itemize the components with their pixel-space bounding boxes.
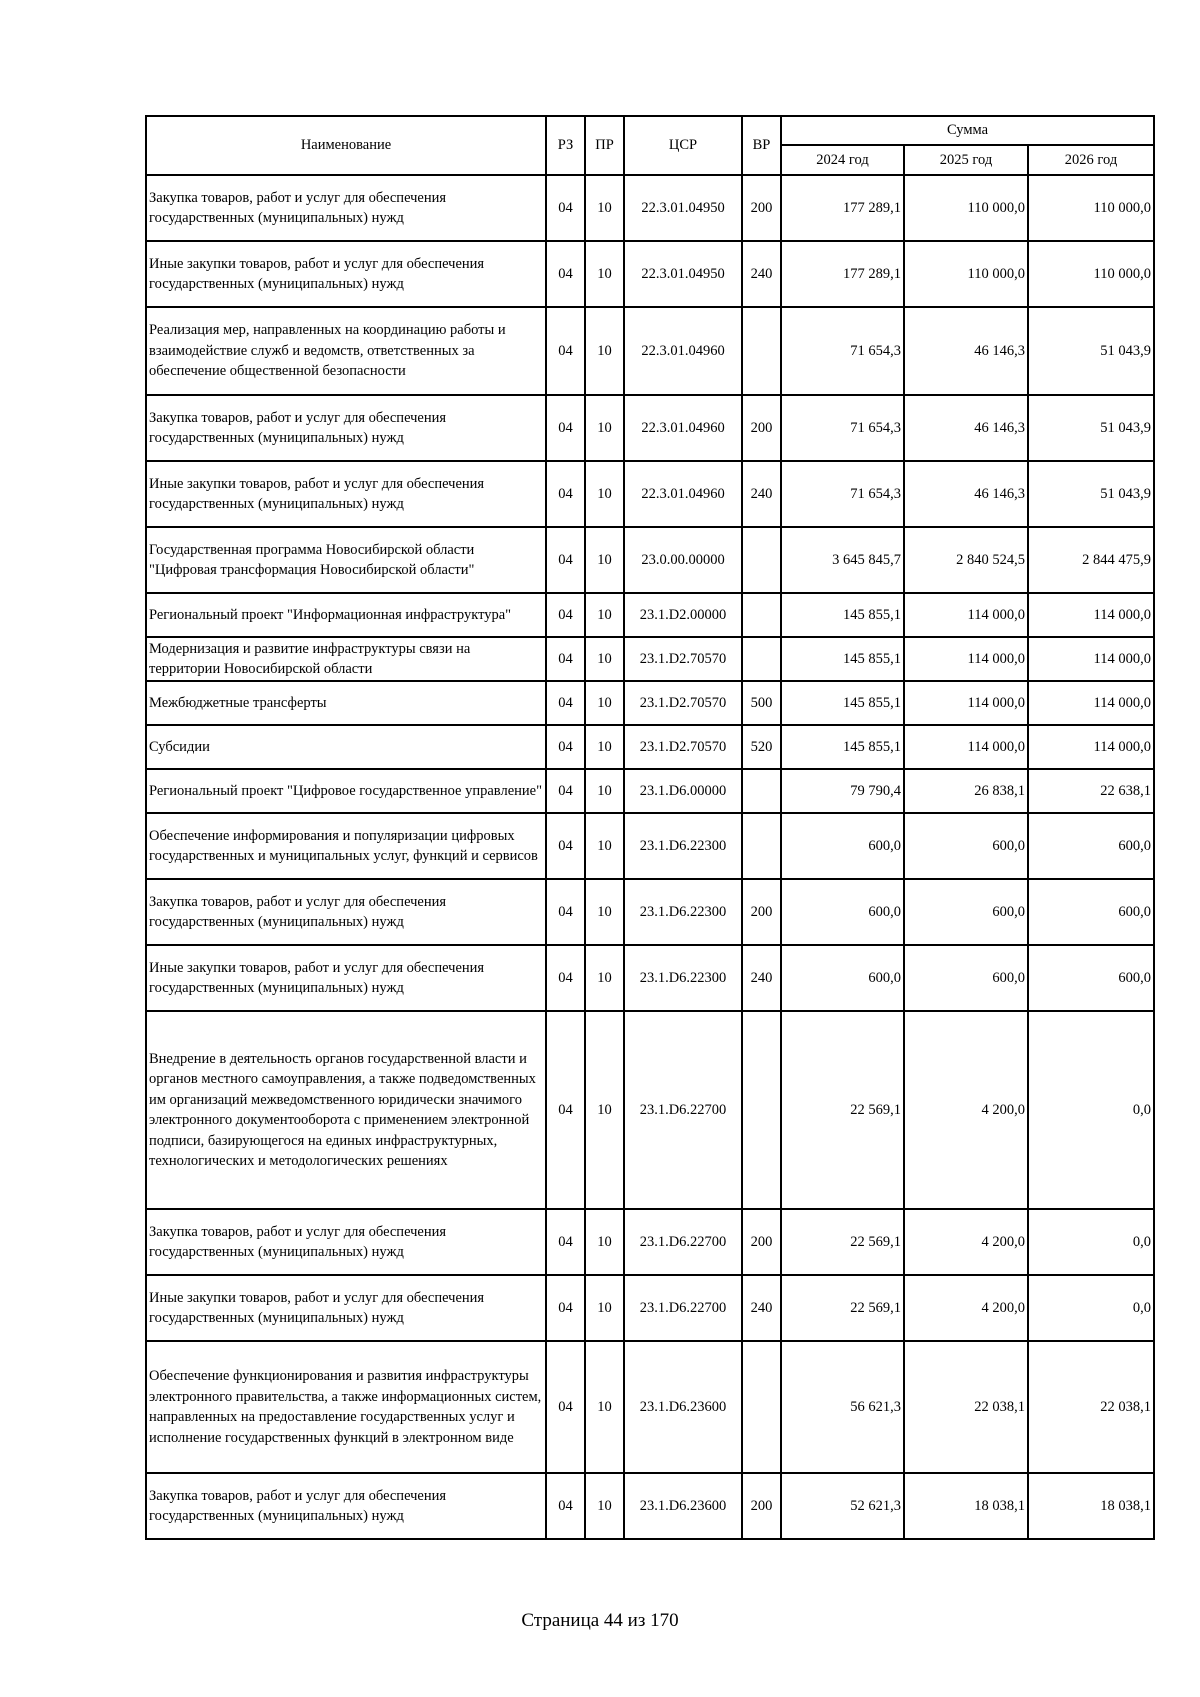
cell-pr: 10 xyxy=(585,175,624,241)
cell-csr: 23.1.D6.00000 xyxy=(624,769,742,813)
cell-csr: 23.1.D6.22700 xyxy=(624,1209,742,1275)
cell-2025: 2 840 524,5 xyxy=(904,527,1028,593)
cell-2026: 0,0 xyxy=(1028,1275,1154,1341)
budget-table xyxy=(145,115,1155,1540)
cell-csr: 23.1.D6.22300 xyxy=(624,813,742,879)
cell-pr: 10 xyxy=(585,681,624,725)
cell-2025: 110 000,0 xyxy=(904,175,1028,241)
table-row xyxy=(146,527,1154,593)
cell-2026: 0,0 xyxy=(1028,1011,1154,1209)
cell-2026: 22 038,1 xyxy=(1028,1341,1154,1473)
table-row xyxy=(146,175,1154,241)
table-row xyxy=(146,461,1154,527)
cell-name: Закупка товаров, работ и услуг для обеспечения государственных (муниципальных) нужд xyxy=(146,879,546,945)
cell-2026: 51 043,9 xyxy=(1028,461,1154,527)
cell-2025: 18 038,1 xyxy=(904,1473,1028,1539)
cell-csr: 23.1.D2.70570 xyxy=(624,681,742,725)
cell-name: Модернизация и развитие инфраструктуры связи на территории Новосибирской области xyxy=(146,637,546,681)
table-row xyxy=(146,1473,1154,1539)
cell-2024: 22 569,1 xyxy=(781,1209,904,1275)
cell-vr: 200 xyxy=(742,1209,781,1275)
cell-rz: 04 xyxy=(546,395,585,461)
cell-name: Обеспечение информирования и популяризации цифровых государственных и муниципальных услуг, функций и сервисов xyxy=(146,813,546,879)
cell-name: Внедрение в деятельность органов государственной власти и органов местного самоуправления, а также подведомственных им организаций межведомственного юридически значимого электронного документооборота с применением электронной подписи, базирующегося на единых инфраструктурных, технологических и методологических решениях xyxy=(146,1011,546,1209)
cell-name: Закупка товаров, работ и услуг для обеспечения государственных (муниципальных) нужд xyxy=(146,1473,546,1539)
cell-pr: 10 xyxy=(585,395,624,461)
cell-2025: 4 200,0 xyxy=(904,1011,1028,1209)
cell-csr: 22.3.01.04960 xyxy=(624,395,742,461)
table-row xyxy=(146,241,1154,307)
cell-rz: 04 xyxy=(546,1473,585,1539)
cell-rz: 04 xyxy=(546,1209,585,1275)
cell-2024: 71 654,3 xyxy=(781,461,904,527)
cell-2024: 145 855,1 xyxy=(781,725,904,769)
cell-2026: 114 000,0 xyxy=(1028,593,1154,637)
cell-vr: 520 xyxy=(742,725,781,769)
cell-2025: 600,0 xyxy=(904,879,1028,945)
cell-2026: 110 000,0 xyxy=(1028,175,1154,241)
cell-2026: 51 043,9 xyxy=(1028,395,1154,461)
table-row xyxy=(146,307,1154,395)
cell-pr: 10 xyxy=(585,1275,624,1341)
table-row xyxy=(146,395,1154,461)
cell-2024: 600,0 xyxy=(781,945,904,1011)
cell-2024: 600,0 xyxy=(781,813,904,879)
cell-name: Реализация мер, направленных на координацию работы и взаимодействие служб и ведомств, ответственных за обеспечение общественной безопасности xyxy=(146,307,546,395)
cell-vr xyxy=(742,307,781,395)
cell-rz: 04 xyxy=(546,637,585,681)
cell-pr: 10 xyxy=(585,593,624,637)
cell-rz: 04 xyxy=(546,681,585,725)
cell-2025: 22 038,1 xyxy=(904,1341,1028,1473)
cell-2024: 71 654,3 xyxy=(781,307,904,395)
cell-2025: 114 000,0 xyxy=(904,725,1028,769)
cell-2025: 46 146,3 xyxy=(904,395,1028,461)
table-row xyxy=(146,813,1154,879)
cell-2026: 600,0 xyxy=(1028,945,1154,1011)
cell-2024: 56 621,3 xyxy=(781,1341,904,1473)
cell-2024: 22 569,1 xyxy=(781,1275,904,1341)
cell-2025: 114 000,0 xyxy=(904,637,1028,681)
cell-vr xyxy=(742,769,781,813)
cell-rz: 04 xyxy=(546,241,585,307)
cell-rz: 04 xyxy=(546,879,585,945)
cell-2024: 3 645 845,7 xyxy=(781,527,904,593)
page-number: Страница 44 из 170 xyxy=(521,1610,679,1631)
cell-rz: 04 xyxy=(546,1011,585,1209)
cell-pr: 10 xyxy=(585,527,624,593)
cell-name: Региональный проект "Цифровое государственное управление" xyxy=(146,769,546,813)
header-name: Наименование xyxy=(146,116,546,175)
table-row xyxy=(146,945,1154,1011)
cell-pr: 10 xyxy=(585,1209,624,1275)
cell-name: Иные закупки товаров, работ и услуг для обеспечения государственных (муниципальных) нужд xyxy=(146,945,546,1011)
cell-csr: 23.1.D2.70570 xyxy=(624,725,742,769)
cell-2025: 600,0 xyxy=(904,813,1028,879)
table-body xyxy=(146,175,1154,1539)
table-row xyxy=(146,1341,1154,1473)
cell-pr: 10 xyxy=(585,813,624,879)
cell-2025: 4 200,0 xyxy=(904,1209,1028,1275)
table-row xyxy=(146,681,1154,725)
cell-2026: 51 043,9 xyxy=(1028,307,1154,395)
cell-csr: 22.3.01.04950 xyxy=(624,241,742,307)
cell-pr: 10 xyxy=(585,637,624,681)
cell-2024: 145 855,1 xyxy=(781,681,904,725)
cell-csr: 23.1.D6.22700 xyxy=(624,1275,742,1341)
cell-2026: 2 844 475,9 xyxy=(1028,527,1154,593)
header-rz: РЗ xyxy=(546,116,585,175)
cell-vr: 500 xyxy=(742,681,781,725)
cell-2024: 22 569,1 xyxy=(781,1011,904,1209)
cell-vr: 240 xyxy=(742,461,781,527)
cell-rz: 04 xyxy=(546,307,585,395)
cell-2024: 177 289,1 xyxy=(781,241,904,307)
cell-name: Региональный проект "Информационная инфраструктура" xyxy=(146,593,546,637)
cell-csr: 23.1.D6.22300 xyxy=(624,879,742,945)
cell-2026: 600,0 xyxy=(1028,879,1154,945)
cell-2025: 114 000,0 xyxy=(904,681,1028,725)
cell-2026: 0,0 xyxy=(1028,1209,1154,1275)
cell-pr: 10 xyxy=(585,1473,624,1539)
table-row xyxy=(146,637,1154,681)
cell-name: Закупка товаров, работ и услуг для обеспечения государственных (муниципальных) нужд xyxy=(146,395,546,461)
cell-2026: 114 000,0 xyxy=(1028,637,1154,681)
cell-2025: 26 838,1 xyxy=(904,769,1028,813)
cell-vr: 200 xyxy=(742,175,781,241)
cell-2024: 600,0 xyxy=(781,879,904,945)
cell-name: Межбюджетные трансферты xyxy=(146,681,546,725)
cell-vr: 240 xyxy=(742,1275,781,1341)
cell-2024: 79 790,4 xyxy=(781,769,904,813)
header-year-2025: 2025 год xyxy=(904,145,1028,175)
cell-2024: 145 855,1 xyxy=(781,637,904,681)
header-year-2024: 2024 год xyxy=(781,145,904,175)
cell-vr xyxy=(742,1011,781,1209)
cell-csr: 23.1.D6.23600 xyxy=(624,1341,742,1473)
cell-vr: 200 xyxy=(742,1473,781,1539)
cell-2024: 71 654,3 xyxy=(781,395,904,461)
cell-pr: 10 xyxy=(585,945,624,1011)
cell-2026: 110 000,0 xyxy=(1028,241,1154,307)
table-row xyxy=(146,1209,1154,1275)
cell-pr: 10 xyxy=(585,725,624,769)
table-row xyxy=(146,593,1154,637)
cell-csr: 23.1.D2.00000 xyxy=(624,593,742,637)
cell-2024: 145 855,1 xyxy=(781,593,904,637)
cell-name: Иные закупки товаров, работ и услуг для обеспечения государственных (муниципальных) нужд xyxy=(146,241,546,307)
cell-vr xyxy=(742,637,781,681)
cell-rz: 04 xyxy=(546,725,585,769)
cell-vr: 200 xyxy=(742,395,781,461)
cell-rz: 04 xyxy=(546,527,585,593)
cell-name: Закупка товаров, работ и услуг для обеспечения государственных (муниципальных) нужд xyxy=(146,175,546,241)
cell-name: Иные закупки товаров, работ и услуг для обеспечения государственных (муниципальных) нужд xyxy=(146,461,546,527)
cell-csr: 22.3.01.04950 xyxy=(624,175,742,241)
header-pr: ПР xyxy=(585,116,624,175)
cell-csr: 22.3.01.04960 xyxy=(624,461,742,527)
cell-name: Государственная программа Новосибирской области "Цифровая трансформация Новосибирской области" xyxy=(146,527,546,593)
table-row xyxy=(146,769,1154,813)
cell-rz: 04 xyxy=(546,769,585,813)
cell-2025: 110 000,0 xyxy=(904,241,1028,307)
cell-rz: 04 xyxy=(546,1275,585,1341)
cell-2026: 114 000,0 xyxy=(1028,725,1154,769)
cell-pr: 10 xyxy=(585,879,624,945)
cell-vr xyxy=(742,593,781,637)
cell-name: Субсидии xyxy=(146,725,546,769)
cell-rz: 04 xyxy=(546,945,585,1011)
cell-2026: 18 038,1 xyxy=(1028,1473,1154,1539)
cell-rz: 04 xyxy=(546,1341,585,1473)
cell-vr xyxy=(742,813,781,879)
cell-rz: 04 xyxy=(546,175,585,241)
cell-rz: 04 xyxy=(546,461,585,527)
cell-csr: 23.1.D2.70570 xyxy=(624,637,742,681)
cell-name: Обеспечение функционирования и развития инфраструктуры электронного правительства, а также информационных систем, направленных на предоставление государственных услуг и исполнение государственных функций в электронном виде xyxy=(146,1341,546,1473)
cell-2026: 600,0 xyxy=(1028,813,1154,879)
table-row xyxy=(146,1275,1154,1341)
cell-2025: 46 146,3 xyxy=(904,461,1028,527)
table-row xyxy=(146,1011,1154,1209)
cell-csr: 23.0.00.00000 xyxy=(624,527,742,593)
cell-2025: 46 146,3 xyxy=(904,307,1028,395)
cell-csr: 23.1.D6.22700 xyxy=(624,1011,742,1209)
cell-2026: 22 638,1 xyxy=(1028,769,1154,813)
header-vr: ВР xyxy=(742,116,781,175)
cell-2025: 114 000,0 xyxy=(904,593,1028,637)
cell-2025: 600,0 xyxy=(904,945,1028,1011)
cell-2025: 4 200,0 xyxy=(904,1275,1028,1341)
cell-vr xyxy=(742,1341,781,1473)
header-sum: Сумма xyxy=(781,116,1154,145)
cell-pr: 10 xyxy=(585,307,624,395)
cell-vr: 240 xyxy=(742,945,781,1011)
header-year-2026: 2026 год xyxy=(1028,145,1154,175)
cell-csr: 23.1.D6.23600 xyxy=(624,1473,742,1539)
cell-pr: 10 xyxy=(585,1341,624,1473)
table-row xyxy=(146,725,1154,769)
cell-pr: 10 xyxy=(585,1011,624,1209)
cell-csr: 23.1.D6.22300 xyxy=(624,945,742,1011)
cell-pr: 10 xyxy=(585,769,624,813)
cell-rz: 04 xyxy=(546,813,585,879)
cell-2024: 52 621,3 xyxy=(781,1473,904,1539)
cell-vr xyxy=(742,527,781,593)
cell-name: Иные закупки товаров, работ и услуг для обеспечения государственных (муниципальных) нужд xyxy=(146,1275,546,1341)
cell-pr: 10 xyxy=(585,461,624,527)
cell-pr: 10 xyxy=(585,241,624,307)
cell-vr: 240 xyxy=(742,241,781,307)
table-row xyxy=(146,879,1154,945)
cell-rz: 04 xyxy=(546,593,585,637)
cell-2026: 114 000,0 xyxy=(1028,681,1154,725)
cell-vr: 200 xyxy=(742,879,781,945)
cell-2024: 177 289,1 xyxy=(781,175,904,241)
cell-csr: 22.3.01.04960 xyxy=(624,307,742,395)
cell-name: Закупка товаров, работ и услуг для обеспечения государственных (муниципальных) нужд xyxy=(146,1209,546,1275)
header-csr: ЦСР xyxy=(624,116,742,175)
